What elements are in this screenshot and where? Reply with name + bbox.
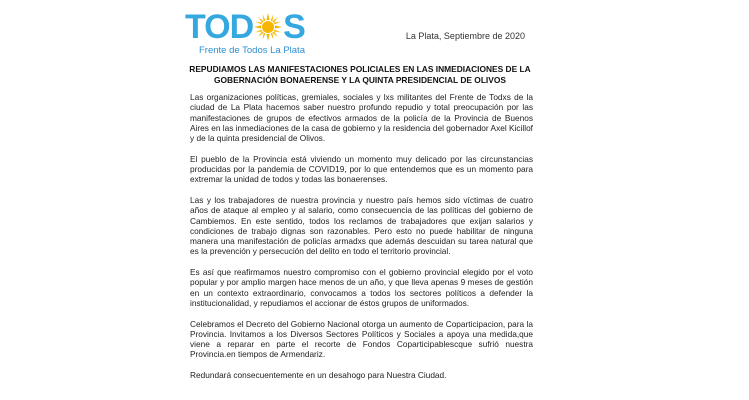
document-date: La Plata, Septiembre de 2020 bbox=[405, 31, 525, 41]
document-body bbox=[190, 92, 533, 391]
logo-text-left: TOD bbox=[185, 8, 254, 46]
paragraph: Las y los trabajadores de nuestra provincia y nuestro país hemos sido víctimas de cuatro años de ataque al empleo y al salario, como consecuencia de las políticas del gobierno de Cambiemos. En este sentido, todos los reclamos de trabajadores que exijan salarios y condiciones de trabajo dignas son razonables. Pero esto no puede habilitar de ninguna manera una manifestación de policías armadxs que además descuidan su tarea natural que es la prevención y persecución del delito en todo el territorio provincial. bbox=[190, 194, 533, 257]
paragraph: Celebramos el Decreto del Gobierno Nacional otorga un aumento de Coparticipacion, para la Provincia. Invitamos a los Diversos Sectores Políticos y Sociales a apoya una medida,que viene a reparar en parte el recorte de Fondos Coparticipablescque sufrió nuestra Provincia.en tiempos de Armendariz. bbox=[190, 318, 533, 360]
logo-subtitle: Frente de Todos La Plata bbox=[199, 45, 305, 56]
logo-text-right: S bbox=[283, 8, 305, 46]
document-title: REPUDIAMOS LAS MANIFESTACIONES POLICIALES EN LAS INMEDIACIONES DE LA GOBERNACIÓN BONAERENSE Y LA QUINTA PRESIDENCIAL DE OLIVOS bbox=[189, 64, 531, 85]
paragraph: Es así que reafirmamos nuestro compromiso con el gobierno provincial elegido por el voto popular y por amplio margen hace menos de un año, y que lleva apenas 9 meses de gestión en un contexto extraordinario, convocamos a todos los sectores políticos a defender la institucionalidad, y repudiamos el accionar de éstos grupos de uniformados. bbox=[190, 267, 533, 308]
paragraph: Las organizaciones políticas, gremiales, sociales y lxs militantes del Frente de Todxs de la ciudad de La Plata hacemos saber nuestro profundo repudio y total preocupación por las manifestaciones de grupos de efectivos armados de la policía de la Provincia de Buenos Aires en las inmediaciones de la casa de gobierno y la residencia del gobernador Axel Kicillof y de la quinta presidencial de Olivos. bbox=[190, 92, 533, 144]
paragraph: Redundará consecuentemente en un desahogo para Nuestra Ciudad. bbox=[190, 370, 447, 381]
frente-de-todos-logo bbox=[185, 10, 315, 56]
sun-icon bbox=[254, 13, 282, 41]
logo-wordmark bbox=[185, 10, 305, 44]
paragraph: El pueblo de la Provincia está viviendo un momento muy delicado por las circunstancias producidas por la pandemia de COVID19, por lo que entendemos que es un momento para extremar la unidad de todos y todas las bonaerenses. bbox=[190, 153, 533, 185]
